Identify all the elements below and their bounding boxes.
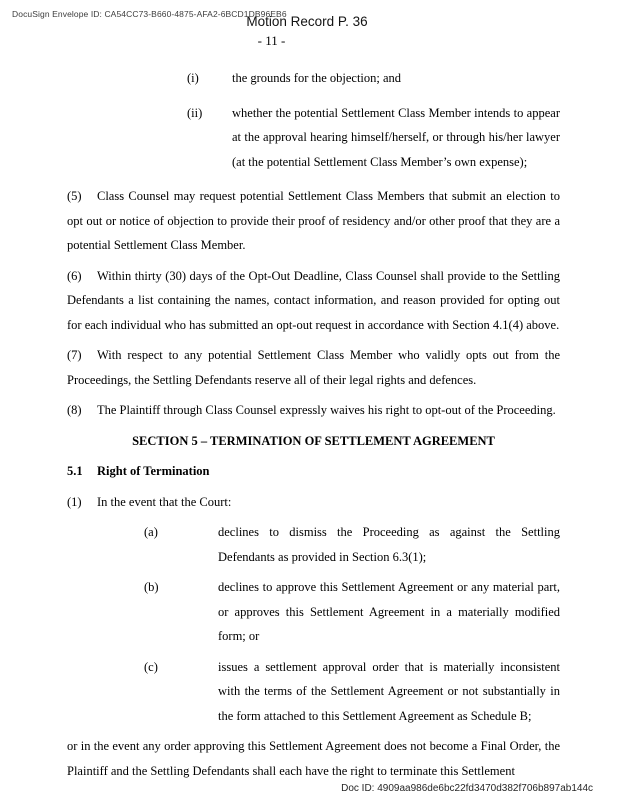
- list-item-label: (b): [144, 580, 159, 594]
- paragraph-text: Within thirty (30) days of the Opt-Out Deadline, Class Counsel shall provide to the Settling Defendants a list containing the names, contact information, and reason provided for opting out for each individual who has submitted an opt-out request in accordance with Section 4.1(4) above.: [67, 268, 560, 332]
- subsection-number: 5.1: [67, 464, 83, 478]
- paragraph-number: (7): [67, 348, 82, 362]
- paragraph-text: Class Counsel may request potential Settlement Class Members that submit an election to opt out or notice of objection to provide their proof of residency and/or other proof that they are a potential Settlement Class Member.: [67, 189, 560, 252]
- paragraph-text: The Plaintiff through Class Counsel expressly waives his right to opt-out of the Proceeding.: [97, 403, 556, 417]
- paragraph-text: With respect to any potential Settlement Class Member who validly opts out from the Proceedings, the Settling Defendants reserve all of their legal rights and defences.: [67, 348, 560, 387]
- list-item-roman-i: [67, 66, 560, 91]
- docusign-envelope-id: DocuSign Envelope ID: CA54CC73-B660-4875-AFA2-6BCD1DB96EB6: [12, 9, 287, 19]
- page-number: - 11 -: [257, 33, 286, 48]
- paragraph-number: (5): [67, 189, 82, 203]
- list-item-text: declines to approve this Settlement Agreement or any material part, or approves this Settlement Agreement in a materially modified form; or: [218, 580, 560, 643]
- paragraph-text: In the event that the Court:: [97, 494, 232, 509]
- list-item-label: (c): [144, 659, 158, 674]
- list-item-roman-ii: [67, 101, 560, 175]
- paragraph-number: (8): [67, 403, 82, 417]
- paragraph-6: [67, 264, 560, 338]
- doc-id-footer: Doc ID: 4909aa986de6bc22fd3470d382f706b897ab144c: [341, 783, 593, 794]
- paragraph-number: (1): [67, 494, 82, 509]
- list-item-text: issues a settlement approval order that is materially inconsistent with the terms of the Settlement Agreement or not substantially in the form attached to this Settlement Agreement as Schedule B;: [218, 659, 560, 723]
- list-item-label: (ii): [187, 105, 203, 120]
- list-item-text: the grounds for the objection; and: [232, 71, 402, 85]
- list-item-text: whether the potential Settlement Class Member intends to appear at the approval hearing himself/herself, or through his/her lawyer (at the potential Settlement Class Member’s own expense);: [232, 105, 560, 169]
- list-item-alpha-c: [67, 655, 560, 729]
- subsection-title: Right of Termination: [97, 464, 210, 478]
- paragraph-5: [67, 184, 560, 258]
- section-heading: SECTION 5 – TERMINATION OF SETTLEMENT AGREEMENT: [132, 433, 495, 448]
- document-body: [67, 66, 560, 783]
- list-item-text: declines to dismiss the Proceeding as against the Settling Defendants as provided in Section 6.3(1);: [218, 525, 560, 564]
- motion-record-stamp: Motion Record P. 36: [246, 14, 368, 29]
- list-item-alpha-a: [67, 520, 560, 569]
- paragraph-number: (6): [67, 268, 82, 283]
- closing-paragraph: or in the event any order approving this Settlement Agreement does not become a Final Order, the Plaintiff and the Settling Defendants shall each have the right to terminate this Settlement: [67, 739, 560, 778]
- paragraph-8: [67, 398, 560, 423]
- paragraph-7: [67, 343, 560, 392]
- list-item-label: (i): [187, 71, 199, 85]
- list-item-label: (a): [144, 525, 158, 539]
- list-item-alpha-b: [67, 575, 560, 649]
- paragraph-1: [67, 490, 560, 515]
- subsection-heading: [67, 459, 560, 484]
